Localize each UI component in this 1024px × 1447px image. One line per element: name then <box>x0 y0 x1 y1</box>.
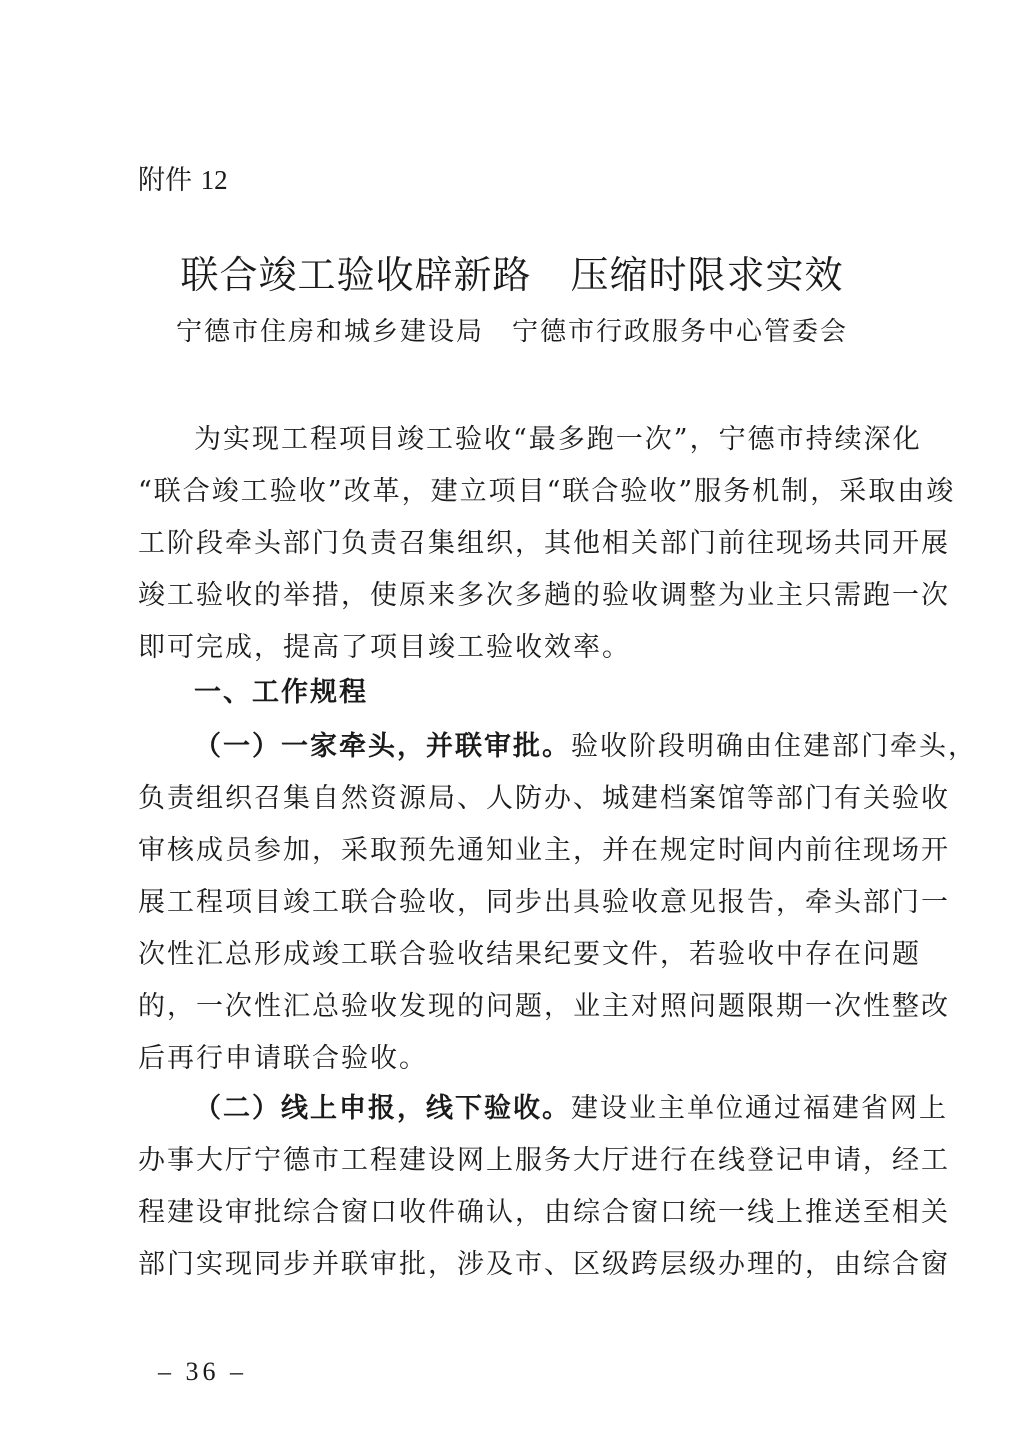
paragraph-line: 工阶段牵头部门负责召集组织，其他相关部门前往现场共同开展 <box>138 528 950 559</box>
paragraph-line: 程建设审批综合窗口收件确认，由综合窗口统一线上推送至相关 <box>138 1197 950 1228</box>
paragraph-line: （一）一家牵头，并联审批。验收阶段明确由住建部门牵头， <box>194 731 977 762</box>
paragraph-line: 展工程项目竣工联合验收，同步出具验收意见报告，牵头部门一 <box>138 887 950 918</box>
item-lead: （二）线上申报，线下验收。 <box>194 1093 571 1124</box>
paragraph-line: 办事大厅宁德市工程建设网上服务大厅进行在线登记申请，经工 <box>138 1145 950 1176</box>
paragraph-line: 即可完成，提高了项目竣工验收效率。 <box>138 632 631 663</box>
attachment-label-text: 附件 <box>138 165 192 196</box>
paragraph-line: “联合竣工验收”改革，建立项目“联合验收”服务机制，采取由竣 <box>138 476 956 507</box>
paragraph-line: （二）线上申报，线下验收。建设业主单位通过福建省网上 <box>194 1093 948 1124</box>
item-one-paragraph <box>138 721 977 1085</box>
item-lead: （一）一家牵头，并联审批。 <box>194 731 571 762</box>
paragraph-line: 审核成员参加，采取预先通知业主，并在规定时间内前往现场开 <box>138 835 950 866</box>
document-title: 联合竣工验收辟新路 压缩时限求实效 <box>180 253 844 297</box>
paragraph-line: 的，一次性汇总验收发现的问题，业主对照问题限期一次性整改 <box>138 991 950 1022</box>
item-two-paragraph <box>138 1083 950 1291</box>
paragraph-line: 竣工验收的举措，使原来多次多趟的验收调整为业主只需跑一次 <box>138 580 950 611</box>
attachment-label <box>138 160 228 201</box>
paragraph-line: 后再行申请联合验收。 <box>138 1043 428 1074</box>
section-heading: 一、工作规程 <box>194 677 368 708</box>
attachment-number: 12 <box>200 165 228 195</box>
intro-paragraph <box>138 414 956 674</box>
document-subtitle: 宁德市住房和城乡建设局 宁德市行政服务中心管委会 <box>175 317 848 347</box>
paragraph-line: 负责组织召集自然资源局、人防办、城建档案馆等部门有关验收 <box>138 783 950 814</box>
paragraph-line: 为实现工程项目竣工验收“最多跑一次”，宁德市持续深化 <box>194 424 922 455</box>
paragraph-line: 次性汇总形成竣工联合验收结果纪要文件，若验收中存在问题 <box>138 939 921 970</box>
paragraph-line: 部门实现同步并联审批，涉及市、区级跨层级办理的，由综合窗 <box>138 1249 950 1280</box>
page-number: – 36 – <box>158 1357 247 1386</box>
